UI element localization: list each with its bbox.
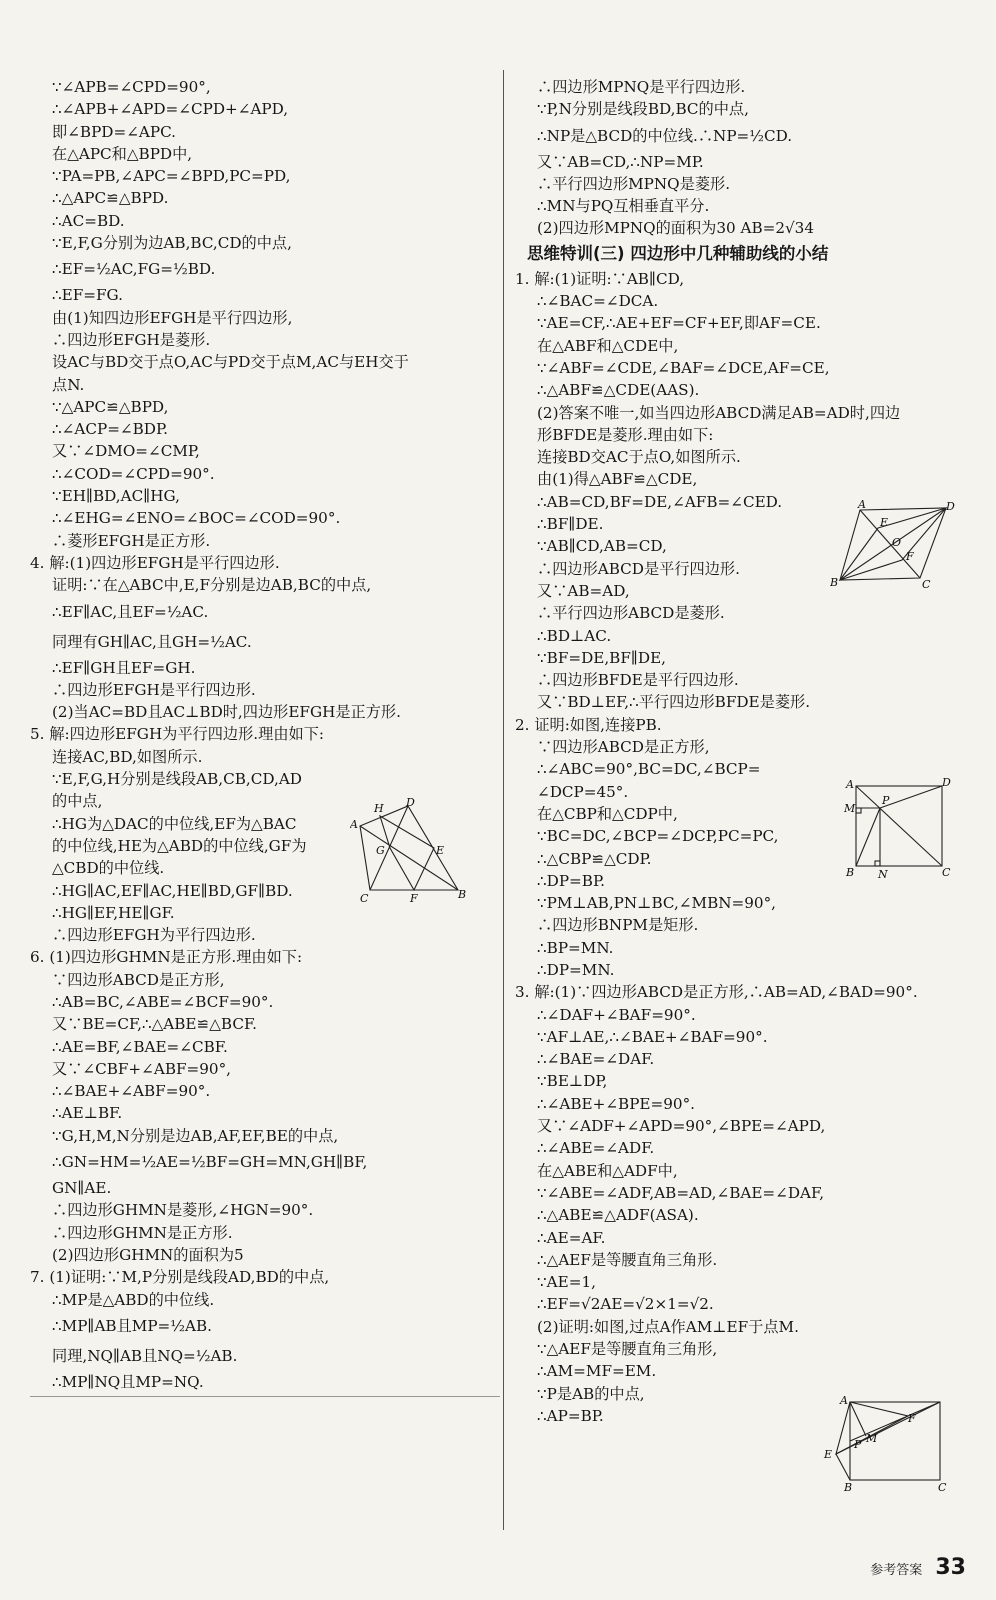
fig-r2-label-b: B [846,866,855,878]
text-line: ∴四边形GHMN是菱形,∠HGN=90°. [52,1201,314,1220]
fig-r1-label-c: C [922,578,931,591]
text-line: ∵P,N分别是线段BD,BC的中点, [537,100,749,119]
text-line: 在△ABF和△CDE中, [537,336,679,355]
text-line: 又∵AB=CD,∴NP=MP. [537,152,704,171]
text-line: ∴EF∥AC,且EF=½AC. [52,602,209,621]
fig5-label-c: C [360,892,369,903]
text-line: ∴∠ABE=∠ADF. [537,1139,655,1158]
text-line: ∵AE=CF,∴AE+EF=CF+EF,即AF=CE. [537,314,821,333]
text-line: 在△ABE和△ADF中, [537,1161,678,1180]
text-line: ∴MP是△ABD的中位线. [52,1290,215,1309]
fig5-label-h: H [374,802,384,815]
text-line: ∵E,F,G分别为边AB,BC,CD的中点, [52,234,292,253]
fig-r2-label-m: M [844,802,856,815]
figure-problem-5 [350,798,470,903]
fig-r3-label-a: A [840,1394,848,1407]
text-line: 3. 解:(1)∵四边形ABCD是正方形,∴AB=AD,∠BAD=90°. [515,983,918,1002]
fig5-label-b: B [458,888,467,901]
text-line: ∴EF∥GH且EF=GH. [52,658,196,677]
left-column [30,76,493,1393]
text-line: 5. 解:四边形EFGH为平行四边形.理由如下: [30,725,325,744]
text-line: GN∥AE. [52,1179,112,1198]
text-line: ∴EF=√2AE=√2×1=√2. [537,1295,714,1314]
text-line: ∵EH∥BD,AC∥HG, [52,487,180,506]
text-line: 的中点, [52,792,103,811]
footer-label: 参考答案 [870,1563,923,1578]
text-line: ∴∠BAC=∠DCA. [537,292,659,311]
fig-r1-label-d: D [946,500,955,513]
text-line: ∴四边形BNPM是矩形. [537,916,699,935]
text-line: 又∵BE=CF,∴△ABE≌△BCF. [52,1015,257,1034]
right-column [515,76,967,1427]
text-line: ∴四边形GHMN是正方形. [52,1223,233,1242]
text-line: ∴NP是△BCD的中位线.∴NP=½CD. [537,126,793,145]
text-line: ∴HG∥EF,HE∥GF. [52,903,175,922]
figure-problem-r2 [842,778,952,878]
column-divider [503,70,504,1530]
text-line: ∵四边形ABCD是正方形, [52,970,225,989]
text-line: ∵G,H,M,N分别是边AB,AF,EF,BE的中点, [52,1126,339,1145]
text-line: △CBD的中位线. [52,859,165,878]
text-line: ∴△ABE≌△ADF(ASA). [537,1206,699,1225]
text-line: 又∵∠ADF+∠APD=90°,∠BPE=∠APD, [537,1117,826,1136]
text-line: ∵∠APB=∠CPD=90°, [52,78,211,96]
fig-r3-label-e: E [824,1448,833,1461]
text-line: ∴AE=AF. [537,1228,606,1247]
text-line: ∴△CBP≌△CDP. [537,849,652,868]
text-line: ∴GN=HM=½AE=½BF=GH=MN,GH∥BF, [52,1153,368,1172]
text-line: 点N. [52,375,85,394]
text-line: ∴AM=MF=EM. [537,1362,657,1381]
text-line: ∵∠ABF=∠CDE,∠BAF=∠DCE,AF=CE, [537,358,830,377]
text-line: ∴∠BAE+∠ABF=90°. [52,1082,211,1101]
text-line: ∵PM⊥AB,PN⊥BC,∠MBN=90°, [537,894,777,913]
text-line: ∴平行四边形MPNQ是菱形. [537,174,731,193]
text-line: ∴DP=MN. [537,960,615,979]
text-line: ∴∠APB+∠APD=∠CPD+∠APD, [52,100,289,119]
text-line: 4. 解:(1)四边形EFGH是平行四边形. [30,553,280,572]
text-line: ∴BF∥DE. [537,515,604,534]
fig-r2-label-c: C [942,866,951,878]
text-line: ∵P是AB的中点, [537,1384,645,1403]
page-number: 33 [935,1555,966,1580]
text-line: ∴四边形ABCD是平行四边形. [537,559,740,578]
fig-r3-label-b: B [844,1481,853,1492]
text-line: (2)答案不唯一,如当四边形ABCD满足AB=AD时,四边 [537,403,901,422]
text-line: 同理有GH∥AC,且GH=½AC. [52,632,252,651]
fig-r1-label-o: O [892,536,902,549]
text-line: (2)四边形MPNQ的面积为30 AB=2√34 [537,219,815,238]
text-line: ∵BC=DC,∠BCP=∠DCP,PC=PC, [537,827,779,846]
fig-r2-label-d: D [942,778,951,789]
fig-r3-label-m: M [866,1432,878,1445]
text-line: 6. (1)四边形GHMN是正方形.理由如下: [30,948,303,967]
text-line: ∴∠DAF+∠BAF=90°. [537,1005,696,1024]
text-line: ∵E,F,G,H分别是线段AB,CB,CD,AD [52,770,302,789]
text-line: ∴HG为△DAC的中位线,EF为△BAC [52,814,297,833]
fig-r2-label-a: A [846,778,854,791]
figure-problem-r3 [820,1392,950,1492]
text-line: ∴∠COD=∠CPD=90°. [52,464,215,483]
text-line: ∵AF⊥AE,∴∠BAE+∠BAF=90°. [537,1027,768,1046]
text-line: ∵AB∥CD,AB=CD, [537,537,667,556]
text-line: ∵∠ABE=∠ADF,AB=AD,∠BAE=∠DAF, [537,1183,825,1202]
text-line: 又∵∠DMO=∠CMP, [52,442,200,461]
text-line: 设AC与BD交于点O,AC与PD交于点M,AC与EH交于 [52,353,409,372]
text-line: ∴AB=BC,∠ABE=∠BCF=90°. [52,992,274,1011]
text-line: ∴AE=BF,∠BAE=∠CBF. [52,1037,228,1056]
text-line: 又∵AB=AD, [537,581,630,600]
text-line: ∵△APC≌△BPD, [52,397,169,416]
text-line: ∴四边形MPNQ是平行四边形. [537,78,746,96]
text-line: ∴菱形EFGH是正方形. [52,531,211,550]
text-line: (2)当AC=BD且AC⊥BD时,四边形EFGH是正方形. [52,703,401,722]
text-line: 形BFDE是菱形.理由如下: [537,425,714,444]
fig-r1-label-e: E [880,516,889,529]
text-line: 2. 证明:如图,连接PB. [515,715,662,734]
fig-r1-label-b: B [830,576,839,589]
text-line: 在△CBP和△CDP中, [537,804,678,823]
fig5-label-a: A [350,818,358,831]
text-line: ∴MP∥AB且MP=½AB. [52,1316,212,1335]
text-line: 即∠BPD=∠APC. [52,122,177,141]
text-line: ∴AC=BD. [52,211,125,230]
text-line: ∴△ABF≌△CDE(AAS). [537,381,700,400]
text-line: ∵AE=1, [537,1273,596,1292]
text-line: ∴四边形EFGH是平行四边形. [52,680,256,699]
text-line: 1. 解:(1)证明:∵AB∥CD, [515,269,685,288]
text-line: ∴∠ACP=∠BDP. [52,420,168,439]
fig-r1-label-a: A [858,498,866,511]
text-line: ∴∠ABC=90°,BC=DC,∠BCP= [537,760,761,779]
section-heading: 思维特训(三) 四边形中几种辅助线的小结 [527,243,829,263]
text-line: ∵△AEF是等腰直角三角形, [537,1340,718,1359]
text-line: (2)证明:如图,过点A作AM⊥EF于点M. [537,1317,799,1336]
text-line: ∴∠EHG=∠ENO=∠BOC=∠COD=90°. [52,509,341,528]
text-line: ∴△APC≌△BPD. [52,189,169,208]
text-line: ∴AP=BP. [537,1406,604,1425]
text-line: ∴MP∥NQ且MP=NQ. [52,1372,204,1391]
fig5-label-d: D [406,798,415,809]
text-line: 由(1)知四边形EFGH是平行四边形, [52,308,293,327]
text-line: 又∵BD⊥EF,∴平行四边形BFDE是菱形. [537,693,811,712]
fig-r2-label-n: N [878,868,888,878]
fig-r3-label-f: F [908,1412,916,1425]
text-line: ∴EF=FG. [52,286,123,305]
text-line: 又∵∠CBF+∠ABF=90°, [52,1059,232,1078]
text-line: ∴BP=MN. [537,938,614,957]
text-line: 的中位线,HE为△ABD的中位线,GF为 [52,836,307,855]
fig5-label-f: F [410,892,418,903]
fig5-label-g: G [376,844,385,857]
text-line: ∴四边形EFGH是菱形. [52,330,211,349]
text-line: ∴△AEF是等腰直角三角形. [537,1250,718,1269]
section-rule [30,1396,500,1397]
text-line: 在△APC和△BPD中, [52,144,193,163]
fig-r1-label-f: F [906,550,914,563]
text-line: ∴∠BAE=∠DAF. [537,1050,655,1069]
fig-r3-label-p: P [854,1438,862,1451]
text-line: ∴EF=½AC,FG=½BD. [52,260,216,279]
text-line: ∴BD⊥AC. [537,626,612,645]
text-line: ∵PA=PB,∠APC=∠BPD,PC=PD, [52,167,291,186]
text-line: ∴四边形EFGH为平行四边形. [52,926,256,945]
text-line: 证明:∵在△ABC中,E,F分别是边AB,BC的中点, [52,576,372,595]
text-line: ∵BF=DE,BF∥DE, [537,648,666,667]
fig-r2-label-p: P [882,794,890,807]
fig-r3-label-c: C [938,1481,947,1492]
text-line: 连接BD交AC于点O,如图所示. [537,448,741,467]
page-footer [870,1555,966,1580]
text-line: ∠DCP=45°. [537,782,629,801]
text-line: (2)四边形GHMN的面积为5 [52,1245,244,1264]
text-line: ∵四边形ABCD是正方形, [537,738,710,757]
text-line: 7. (1)证明:∵M,P分别是线段AD,BD的中点, [30,1268,330,1287]
figure-problem-r1 [830,498,960,598]
text-line: ∴DP=BP. [537,871,605,890]
text-line: ∴AE⊥BF. [52,1104,123,1123]
text-line: ∵BE⊥DP, [537,1072,608,1091]
fig5-label-e: E [436,844,445,857]
text-line: ∴AB=CD,BF=DE,∠AFB=∠CED. [537,492,783,511]
text-line: ∴四边形BFDE是平行四边形. [537,671,739,690]
text-line: 连接AC,BD,如图所示. [52,747,203,766]
text-line: 同理,NQ∥AB且NQ=½AB. [52,1346,238,1365]
text-line: ∴平行四边形ABCD是菱形. [537,604,725,623]
text-line: ∴∠ABE+∠BPE=90°. [537,1094,695,1113]
text-line: ∴MN与PQ互相垂直平分. [537,197,710,216]
text-line: ∴HG∥AC,EF∥AC,HE∥BD,GF∥BD. [52,881,293,900]
text-line: 由(1)得△ABF≌△CDE, [537,470,698,489]
